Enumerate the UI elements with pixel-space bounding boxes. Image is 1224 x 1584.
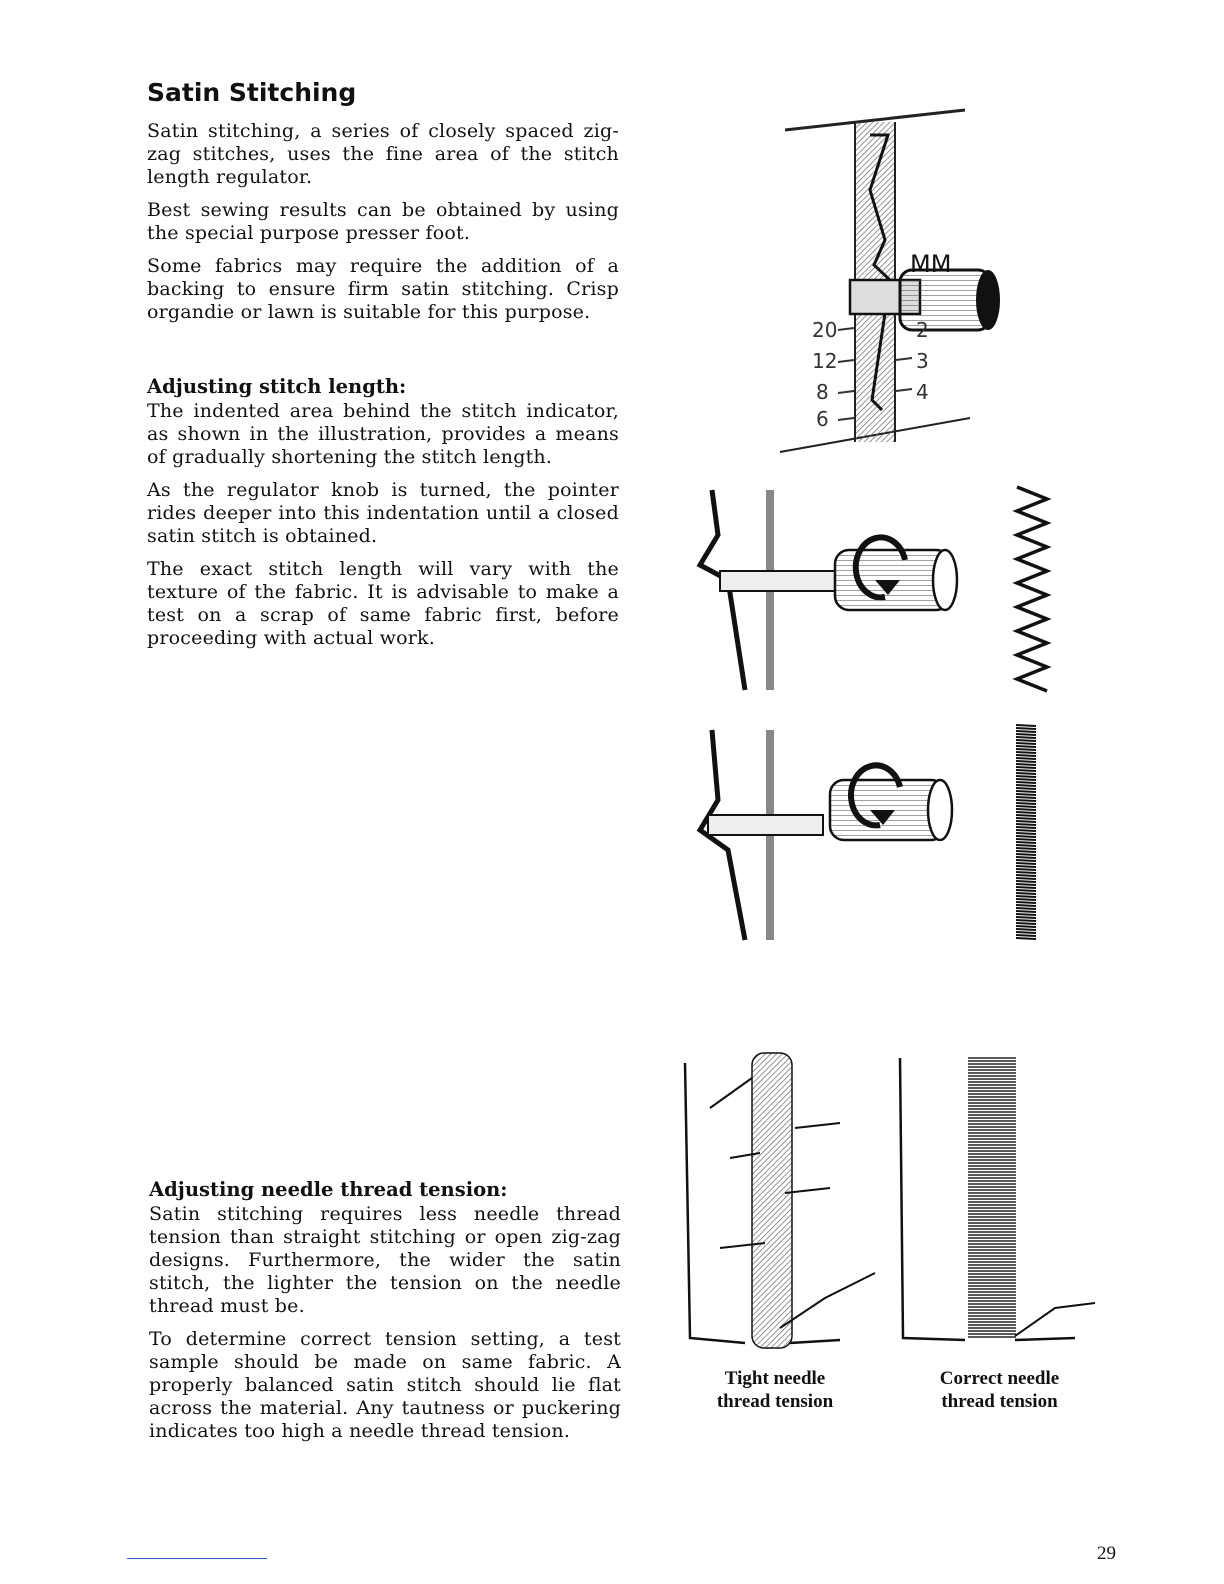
satin-stitch-line <box>1016 866 1036 867</box>
correct-tension-sample <box>895 1048 1095 1348</box>
satin-stitch-line <box>1016 926 1036 927</box>
stitch-length-dial-illustration <box>770 100 1010 460</box>
satin-stitch-line <box>1016 923 1036 924</box>
satin-stitch-line <box>1016 887 1036 888</box>
dial-unit-label: MM <box>910 250 952 278</box>
satin-stitch-line <box>1016 881 1036 882</box>
intro-paragraph: Some fabrics may require the addition of a backing to ensure firm satin stitching. Crisp organdie or lawn is suitable for this purpose. <box>147 255 619 323</box>
open-zigzag-stitch-sample <box>1012 485 1052 690</box>
stitch-length-heading: Adjusting stitch length: <box>147 375 407 398</box>
satin-stitch-line <box>1016 863 1036 864</box>
satin-stitch-line <box>1016 839 1036 840</box>
satin-stitch-line <box>1016 932 1036 933</box>
tight-tension-sample <box>680 1048 880 1348</box>
thread-tension-section <box>149 1178 621 1453</box>
satin-stitch-line <box>1016 821 1036 822</box>
satin-stitch-line <box>1016 779 1036 780</box>
caption-line: thread tension <box>941 1391 1058 1412</box>
dial-mark-left: 12 <box>812 349 838 373</box>
satin-stitch-line <box>1016 929 1036 930</box>
satin-stitch-line <box>1016 893 1036 894</box>
thread-tension-paragraph: Satin stitching requires less needle thread tension than straight stitching or open zig-zag designs. Furthermore, the wider the satin stitch, the lighter the tension on the needle thread must be. <box>149 1203 621 1317</box>
thread-tension-paragraph: To determine correct tension setting, a test sample should be made on same fabric. A properly balanced satin stitch should lie flat across the material. Any tautness or puckering indicates too high a needle thread tension. <box>149 1328 621 1442</box>
satin-stitch-line <box>1016 770 1036 771</box>
satin-stitch-line <box>1016 776 1036 777</box>
thread-tension-heading: Adjusting needle thread tension: <box>149 1178 508 1201</box>
stitch-length-paragraph: The indented area behind the stitch indicator, as shown in the illustration, provides a means of gradually shortening the stitch length. <box>147 400 619 468</box>
caption-line: Correct needle <box>939 1368 1060 1389</box>
satin-stitch-line <box>1016 788 1036 789</box>
satin-stitch-line <box>1016 773 1036 774</box>
satin-stitch-line <box>1016 812 1036 813</box>
satin-stitch-line <box>1016 737 1036 738</box>
dial-mark-left: 8 <box>816 380 829 404</box>
caption-line: Tight needle <box>724 1368 826 1389</box>
satin-stitch-line <box>1016 845 1036 846</box>
satin-stitch-line <box>1016 875 1036 876</box>
dial-mark-left: 6 <box>816 407 829 431</box>
satin-stitch-line <box>1016 902 1036 903</box>
intro-section <box>147 120 619 334</box>
satin-stitch-line <box>1016 878 1036 879</box>
satin-stitch-line <box>1016 860 1036 861</box>
satin-stitch-line <box>1016 794 1036 795</box>
satin-stitch-line <box>1016 914 1036 915</box>
dial-mark-right: 2 <box>916 318 929 342</box>
satin-stitch-line <box>1016 905 1036 906</box>
tight-tension-caption <box>690 1367 860 1413</box>
satin-stitch-line <box>1016 917 1036 918</box>
page-number: 29 <box>1097 1543 1116 1564</box>
satin-stitch-line <box>1016 761 1036 762</box>
intro-paragraph: Best sewing results can be obtained by using the special purpose presser foot. <box>147 199 619 244</box>
satin-stitch-line <box>1016 806 1036 807</box>
satin-stitch-line <box>1016 911 1036 912</box>
zigzag-path <box>1017 487 1047 691</box>
satin-stitch-line <box>1016 791 1036 792</box>
satin-stitch-sample <box>1014 725 1044 945</box>
satin-stitch-line <box>1016 755 1036 756</box>
satin-stitch-line <box>1016 938 1036 939</box>
satin-stitch-line <box>1016 797 1036 798</box>
satin-stitch-line <box>1016 848 1036 849</box>
satin-stitch-line <box>1016 740 1036 741</box>
satin-stitch-line <box>1016 785 1036 786</box>
satin-stitch-line <box>1016 734 1036 735</box>
satin-stitch-line <box>1016 884 1036 885</box>
satin-stitch-line <box>1016 854 1036 855</box>
page-title: Satin Stitching <box>147 78 357 107</box>
satin-stitch-line <box>1016 800 1036 801</box>
satin-stitch-line <box>1016 833 1036 834</box>
dial-mark-right: 4 <box>916 380 929 404</box>
satin-stitch-line <box>1016 836 1036 837</box>
satin-stitch-line <box>1016 752 1036 753</box>
satin-stitch-line <box>1016 908 1036 909</box>
satin-stitch-line <box>1016 725 1036 726</box>
satin-stitch-line <box>1016 728 1036 729</box>
bottom-rule <box>127 1558 267 1559</box>
satin-stitch-line <box>1016 803 1036 804</box>
satin-stitch-line <box>1016 920 1036 921</box>
satin-stitch-line <box>1016 743 1036 744</box>
satin-stitch-line <box>1016 830 1036 831</box>
satin-stitch-line <box>1016 758 1036 759</box>
stitch-length-section <box>147 375 619 660</box>
satin-stitch-line <box>1016 815 1036 816</box>
satin-stitch-line <box>1016 782 1036 783</box>
satin-stitch-line <box>1016 818 1036 819</box>
satin-stitch-line <box>1016 749 1036 750</box>
satin-stitch-line <box>1016 851 1036 852</box>
satin-stitch-line <box>1016 842 1036 843</box>
satin-stitch-line <box>1016 899 1036 900</box>
satin-stitch-line <box>1016 869 1036 870</box>
dial-mark-left: 20 <box>812 318 838 342</box>
dial-mark-right: 3 <box>916 349 929 373</box>
stitch-length-paragraph: As the regulator knob is turned, the pointer rides deeper into this indentation until a closed satin stitch is obtained. <box>147 479 619 547</box>
satin-stitch-line <box>1016 809 1036 810</box>
satin-stitch-line <box>1016 764 1036 765</box>
satin-stitch-line <box>1016 731 1036 732</box>
satin-knob-illustration <box>690 725 990 945</box>
satin-stitch-line <box>1016 857 1036 858</box>
stitch-length-paragraph: The exact stitch length will vary with the texture of the fabric. It is advisable to make a test on a scrap of same fabric first, before proceeding with actual work. <box>147 558 619 649</box>
satin-stitch-line <box>1016 746 1036 747</box>
satin-stitch-line <box>1016 767 1036 768</box>
caption-line: thread tension <box>716 1391 834 1412</box>
satin-stitch-line <box>1016 896 1036 897</box>
satin-stitch-line <box>1016 827 1036 828</box>
open-zigzag-knob-illustration <box>690 485 990 695</box>
intro-paragraph: Satin stitching, a series of closely spaced zig-zag stitches, uses the fine area of the stitch length regulator. <box>147 120 619 188</box>
satin-stitch-line <box>1016 872 1036 873</box>
satin-stitch-line <box>1016 824 1036 825</box>
satin-stitch-line <box>1016 935 1036 936</box>
correct-tension-caption <box>912 1367 1087 1413</box>
satin-stitch-line <box>1016 890 1036 891</box>
